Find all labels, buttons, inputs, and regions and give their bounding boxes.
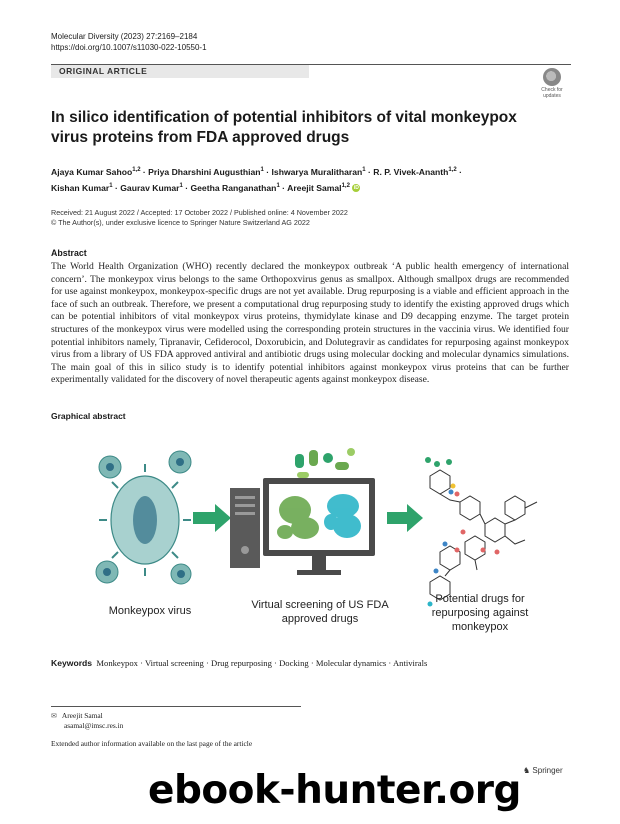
author-affiliation: 1,2 — [448, 167, 457, 173]
graphical-abstract-heading: Graphical abstract — [51, 411, 126, 421]
abstract-body: The World Health Organization (WHO) recently declared the monkeypox outbreak ‘A public health emergency of international concern’. The monkeypox virus belongs to the same Orthopoxvirus genus as smallpox. Although smallpox drugs are recommended for use against monkeypox, monkeypox-specific drugs are not yet available. Drug repurposing is a viable and efficient approach in the face of such an outbreak. Therefore, we present a computational drug repurposing study to identify the existing approved drugs which can be potential inhibitors of vital monkeypox virus proteins, thymidylate kinase and D9 decapping enzyme. The target protein structures of the monkeypox virus were modelled using the corresponding protein structures in the vaccinia virus. We identified four potential inhibitors namely, Tipranavir, Cefiderocol, Doxorubicin, and Dolutegravir as candidates for repurposing against monkeypox virus from a library of US FDA approved antiviral and antibiotic drugs using molecular docking and molecular dynamics simulations. The main goal of this in silico study is to identify potential inhibitors against monkeypox virus proteins that can be further experimentally validated for the discovery of novel therapeutic agents against monkeypox disease. — [51, 261, 569, 386]
journal-doi[interactable]: https://doi.org/10.1007/s11030-022-10550-1 — [51, 42, 207, 52]
author-name: Ajaya Kumar Sahoo — [51, 166, 133, 177]
correspondence-block — [51, 711, 123, 732]
keyword-item: Drug repurposing — [211, 658, 272, 668]
keyword-item: Virtual screening — [144, 658, 204, 668]
orcid-icon[interactable]: iD — [353, 185, 359, 192]
check-for-updates-badge[interactable] — [537, 68, 567, 100]
author-name: Gaurav Kumar — [120, 182, 180, 193]
abstract-heading: Abstract — [51, 248, 87, 258]
author-name: Ishwarya Muralitharan — [271, 166, 363, 177]
monkeypox-virus-cluster — [96, 451, 191, 584]
corresponding-author: Areejit Samal — [61, 711, 103, 720]
keyword-item: Docking — [279, 658, 309, 668]
watermark: ebook-hunter.org — [148, 768, 521, 813]
publisher-logo — [523, 766, 563, 775]
journal-header — [51, 32, 207, 53]
author-affiliation: 1 — [362, 167, 366, 173]
author-name: R. P. Vivek-Ananth — [373, 166, 449, 177]
dates-line: Received: 21 August 2022 / Accepted: 17 October 2022 / Published online: 4 November 2022 — [51, 208, 348, 217]
publisher-name: Springer — [532, 766, 563, 775]
article-type-badge: ORIGINAL ARTICLE — [51, 65, 309, 78]
drug-molecule-structure — [425, 457, 537, 607]
author-name: Kishan Kumar — [51, 182, 110, 193]
keyword-item: Antivirals — [392, 658, 428, 668]
copyright-line: © The Author(s), under exclusive licence to Springer Nature Switzerland AG 2022 — [51, 218, 310, 227]
journal-citation: Molecular Diversity (2023) 27:2169–2184 — [51, 32, 198, 41]
envelope-icon: ✉ — [51, 712, 57, 720]
label-potential-drugs: Potential drugs for repurposing against monkeypox — [431, 593, 529, 633]
footnote-rule — [51, 706, 301, 707]
check-updates-icon — [543, 68, 561, 86]
extended-author-info: Extended author information available on the last page of the article — [51, 739, 253, 748]
springer-horse-icon: ♞ — [523, 766, 531, 775]
arrow-right-icon — [387, 504, 423, 532]
author-affiliation: 1,2 — [341, 182, 350, 189]
author-name: Areejit Samal — [287, 182, 342, 193]
label-monkeypox-virus: Monkeypox virus — [108, 605, 192, 617]
keywords-line: Keywords Monkeypox · Virtual screening · Drug repurposing · Docking · Molecular dynamics · Antivirals — [51, 658, 428, 668]
check-updates-label: Check for updates — [541, 87, 563, 99]
author-affiliation: 1 — [109, 182, 113, 189]
label-virtual-screening: Virtual screening of US FDA approved drugs — [251, 599, 389, 625]
author-affiliation: 1,2 — [132, 167, 141, 173]
monitor-icon — [263, 478, 375, 575]
graphical-abstract-figure — [85, 432, 565, 642]
author-name: Priya Dharshini Augusthian — [148, 166, 261, 177]
keyword-item: Monkeypox — [96, 658, 138, 668]
keywords-label: Keywords — [51, 658, 93, 668]
computer-tower-icon — [230, 488, 260, 568]
drug-library-icon — [295, 448, 355, 478]
author-affiliation: 1 — [276, 182, 280, 189]
author-affiliation: 1 — [179, 182, 183, 189]
author-list: Ajaya Kumar Sahoo$^{1,2}$ · Priya Dharshini Augusthian$^1$ · Ishwarya Muralitharan$^1$ · R. P. Vivek-Ananth$^{1,2}$ · Kishan Kumar$^1$ · Gaurav Kumar$^1$ · Geetha Ranganathan$^1$ · Areejit Samal$^{1,2}$ iD — [51, 166, 462, 193]
author-name: Geetha Ranganathan — [190, 182, 277, 193]
arrow-right-icon — [193, 504, 231, 532]
article-title: In silico identification of potential inhibitors of vital monkeypox virus proteins from FDA approved drugs — [51, 109, 517, 146]
author-affiliation: 1 — [260, 167, 264, 173]
corresponding-email[interactable]: asamal@imsc.res.in — [64, 721, 124, 731]
publication-dates — [51, 208, 561, 228]
keyword-item: Molecular dynamics — [315, 658, 387, 668]
